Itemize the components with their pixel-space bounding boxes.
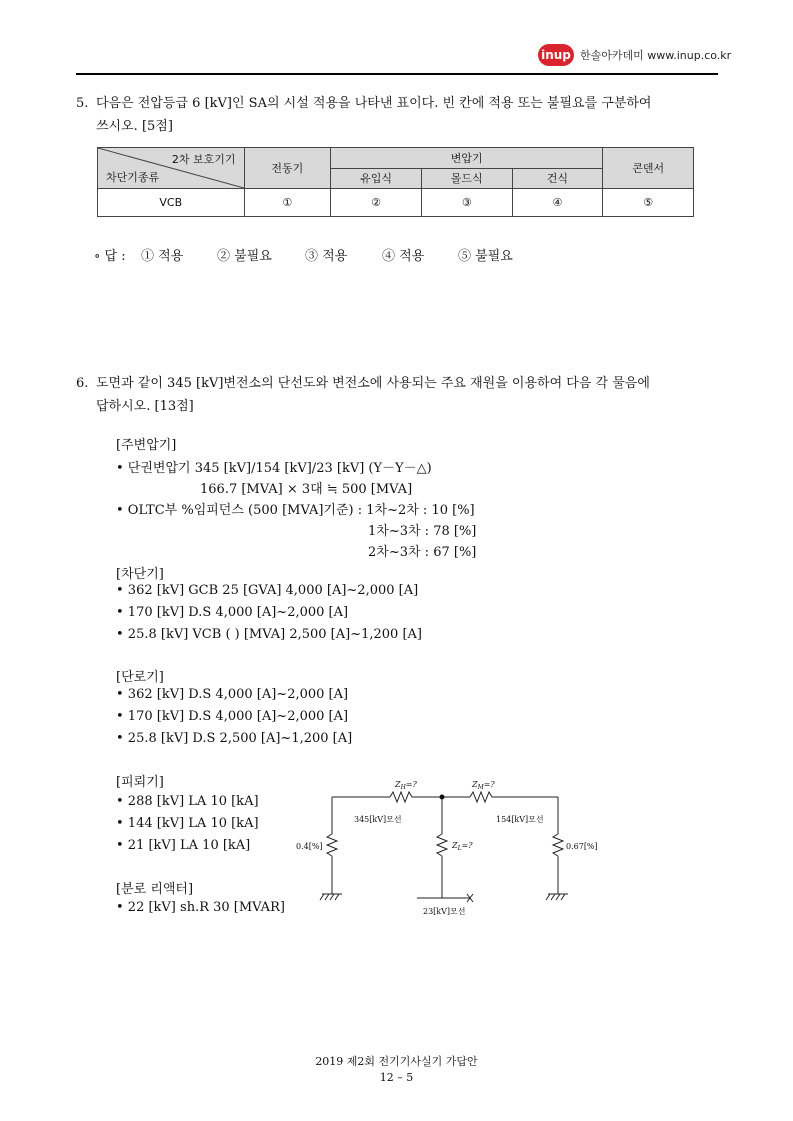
header-site: 한솔아카데미 www.inup.co.kr [580,49,732,62]
main-tr-line2: 166.7 [MVA] × 3대 ≒ 500 [MVA] [200,482,413,497]
svg-text:ZH=? [394,780,418,791]
answer-item: ④ 적용 [382,249,425,264]
q5-number: 5. [76,96,89,111]
zl-label: Z [452,841,458,850]
answer-item: ③ 적용 [305,249,348,264]
zl-sub: L [457,845,462,852]
bus345-label: 345[kV]모선 [354,815,402,824]
q5-text-line2: 쓰시오. [5점] [96,119,173,134]
cell-5: ⑤ [603,189,694,217]
zm-tail: =? [483,780,495,789]
arrester-item: • 21 [kV] LA 10 [kA] [116,838,251,853]
disconnector-heading: [단로기] [116,670,164,685]
corner-top-label: 2차 보호기기 [171,153,236,166]
zm-sub: M [477,784,484,791]
corner-bottom-label: 차단기종류 [106,171,160,184]
header-divider [76,73,718,75]
cell-1: ① [244,189,331,217]
cell-2: ② [331,189,422,217]
svg-text:ZM=? [471,780,495,791]
breaker-item: • 25.8 [kV] VCB ( ) [MVA] 2,500 [A]~1,200 [A] [116,627,422,642]
reactor-item: • 22 [kV] sh.R 30 [MVAR] [116,900,285,915]
q5-text-line1: 다음은 전압등급 6 [kV]인 SA의 시설 적용을 나타낸 표이다. 빈 칸에 적용 또는 불필요를 구분하여 [96,96,652,111]
svg-text:ZL=? [451,841,473,852]
main-tr-line3: • OLTC부 %임피던스 (500 [MVA]기준) : 1차~2차 : 10 [%] [116,503,475,518]
q6-text-line1: 도면과 같이 345 [kV]변전소의 단선도와 변전소에 사용되는 주요 재원을 이용하여 다음 각 물음에 [96,376,650,391]
breaker-heading: [차단기] [116,567,164,582]
disconnector-item: • 362 [kV] D.S 4,000 [A]~2,000 [A] [116,687,349,702]
footer-title: 2019 제2회 전기기사실기 가답안 [315,1055,478,1068]
q5-answer-prefix: ∘ 답 : [94,249,126,264]
arrester-item: • 144 [kV] LA 10 [kA] [116,816,259,831]
row-label-vcb: VCB [98,189,245,217]
breaker-item: • 362 [kV] GCB 25 [GVA] 4,000 [A]~2,000 [A] [116,583,419,598]
zl-tail: =? [461,841,473,850]
footer-page: 12 – 5 [379,1071,414,1084]
table-corner-cell [98,148,245,189]
answer-item: ⑤ 불필요 [458,249,513,264]
main-tr-line4: 1차~3차 : 78 [%] [368,524,477,539]
bus154-label: 154[kV]모선 [496,815,544,824]
cell-4: ④ [512,189,603,217]
main-tr-line5: 2차~3차 : 67 [%] [368,545,477,560]
q6-number: 6. [76,376,89,391]
q6-text-line2: 답하시오. [13점] [96,399,194,414]
main-tr-line1: • 단권변압기 345 [kV]/154 [kV]/23 [kV] (Y－Y－△) [116,461,432,476]
col-transformer: 변압기 [331,148,603,169]
sub-dry: 건식 [512,168,603,189]
cell-3: ③ [421,189,512,217]
sub-oil: 유입식 [331,168,422,189]
arrester-heading: [피뢰기] [116,775,164,790]
arrester-item: • 288 [kV] LA 10 [kA] [116,794,259,809]
sa-application-table [97,147,694,217]
answer-item: ① 적용 [141,249,184,264]
left-impedance-label: 0.4[%] [296,842,323,851]
zh-sub: H [400,784,406,791]
bus23-label: 23[kV]모선 [423,907,466,916]
zm-label: Z [472,780,478,789]
impedance-diagram [290,770,620,920]
col-capacitor: 콘덴서 [603,148,694,189]
zh-tail: =? [405,780,417,789]
disconnector-item: • 170 [kV] D.S 4,000 [A]~2,000 [A] [116,709,349,724]
right-impedance-label: 0.67[%] [566,842,598,851]
disconnector-item: • 25.8 [kV] D.S 2,500 [A]~1,200 [A] [116,731,353,746]
main-tr-heading: [주변압기] [116,438,177,453]
zh-label: Z [395,780,401,789]
answer-item: ② 불필요 [217,249,272,264]
inup-logo: inup [538,44,574,66]
col-motor: 전동기 [244,148,331,189]
reactor-heading: [분로 리액터] [116,882,194,897]
sub-mold: 몰드식 [421,168,512,189]
breaker-item: • 170 [kV] D.S 4,000 [A]~2,000 [A] [116,605,349,620]
